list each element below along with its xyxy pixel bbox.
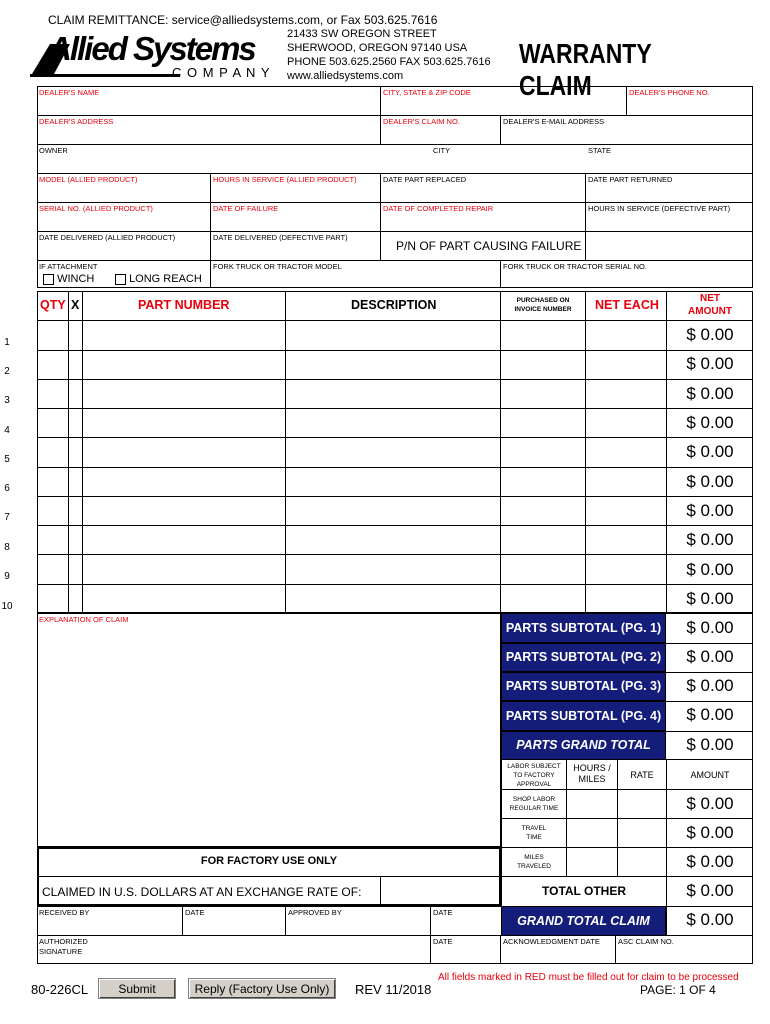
- remittance-text: CLAIM REMITTANCE: service@alliedsystems.com, or Fax 503.625.7616: [48, 13, 438, 27]
- date-part-replaced-field[interactable]: DATE PART REPLACED: [383, 175, 467, 184]
- exchange-rate-field[interactable]: CLAIMED IN U.S. DOLLARS AT AN EXCHANGE RATE OF:: [42, 885, 362, 899]
- part-number-header: PART NUMBER: [138, 298, 230, 312]
- shop-labor-label: [502, 795, 566, 813]
- authorized-signature-field[interactable]: [39, 937, 88, 957]
- net-amount-header: [667, 292, 753, 318]
- parts-subtotal-pg1-amount[interactable]: $ 0.00: [686, 618, 734, 637]
- miles-traveled-label: [502, 853, 566, 871]
- fork-truck-model-field[interactable]: FORK TRUCK OR TRACTOR MODEL: [213, 262, 342, 271]
- row-net-amount[interactable]: $ 0.00: [686, 354, 734, 373]
- purchased-header-line1: PURCHASED ON: [516, 297, 570, 304]
- row-number: 10: [1, 601, 13, 612]
- x-header: X: [71, 298, 80, 312]
- revision-label: REV 11/2018: [355, 982, 432, 997]
- received-by-field[interactable]: RECEIVED BY: [39, 908, 90, 917]
- row-net-amount[interactable]: $ 0.00: [686, 325, 734, 344]
- model-field[interactable]: MODEL (ALLIED PRODUCT): [39, 175, 138, 184]
- dealers-name-field[interactable]: DEALER'S NAME: [39, 88, 100, 97]
- row-net-amount[interactable]: $ 0.00: [686, 472, 734, 491]
- row-net-amount[interactable]: $ 0.00: [686, 384, 734, 403]
- labor-subject-line3: APPROVAL: [516, 781, 552, 788]
- miles-traveled-line1: MILES: [524, 854, 544, 861]
- street-address: 21433 SW OREGON STREET: [287, 28, 437, 40]
- received-date-field[interactable]: DATE: [185, 908, 205, 917]
- city-state-zip-field[interactable]: CITY, STATE & ZIP CODE: [383, 88, 471, 97]
- row-number: 7: [4, 512, 10, 523]
- miles-traveled-line2: TRAVELED: [517, 863, 551, 870]
- hours-defective-field[interactable]: HOURS IN SERVICE (DEFECTIVE PART): [588, 204, 731, 213]
- authorized-line2: SIGNATURE: [39, 947, 83, 956]
- explanation-label: EXPLANATION OF CLAIM: [39, 615, 129, 624]
- row-net-amount[interactable]: $ 0.00: [686, 442, 734, 461]
- shop-labor-line1: SHOP LABOR: [512, 796, 556, 803]
- miles-traveled-amount[interactable]: $ 0.00: [686, 852, 734, 871]
- row-net-amount[interactable]: $ 0.00: [686, 413, 734, 432]
- rate-header: RATE: [630, 770, 654, 780]
- shop-labor-amount[interactable]: $ 0.00: [686, 794, 734, 813]
- winch-option[interactable]: [43, 273, 94, 285]
- row-number: 4: [4, 425, 10, 436]
- company-logo: [30, 30, 280, 82]
- if-attachment-label: IF ATTACHMENT: [39, 262, 98, 271]
- serial-no-field[interactable]: SERIAL NO. (ALLIED PRODUCT): [39, 204, 153, 213]
- parts-subtotal-pg1-label: PARTS SUBTOTAL (PG. 1): [501, 613, 666, 643]
- dealers-claim-no-field[interactable]: DEALER'S CLAIM NO.: [383, 117, 460, 126]
- parts-grand-total-label: PARTS GRAND TOTAL: [501, 731, 666, 760]
- date-delivered-defective-field[interactable]: DATE DELIVERED (DEFECTIVE PART): [213, 233, 348, 242]
- submit-button[interactable]: Submit: [98, 978, 176, 999]
- total-other-label: TOTAL OTHER: [542, 884, 626, 898]
- amount-header: AMOUNT: [690, 770, 730, 780]
- page-indicator: PAGE: 1 OF 4: [640, 983, 716, 997]
- approved-by-field[interactable]: APPROVED BY: [288, 908, 342, 917]
- explanation-box[interactable]: [37, 613, 501, 847]
- travel-time-line2: TIME: [526, 834, 542, 841]
- parts-grand-total-amount[interactable]: $ 0.00: [686, 735, 734, 754]
- pn-causing-failure-field[interactable]: P/N OF PART CAUSING FAILURE: [396, 239, 582, 253]
- long-reach-label: LONG REACH: [129, 273, 202, 285]
- long-reach-checkbox[interactable]: [115, 274, 126, 285]
- phone-fax: PHONE 503.625.2560 FAX 503.625.7616: [287, 56, 491, 68]
- approved-date-field[interactable]: DATE: [433, 908, 453, 917]
- row-net-amount[interactable]: $ 0.00: [686, 589, 734, 608]
- parts-subtotal-pg2-label: PARTS SUBTOTAL (PG. 2): [501, 643, 666, 672]
- dealers-email-field[interactable]: DEALER'S E-MAIL ADDRESS: [503, 117, 605, 126]
- row-net-amount[interactable]: $ 0.00: [686, 501, 734, 520]
- parts-subtotal-pg2-amount[interactable]: $ 0.00: [686, 647, 734, 666]
- row-number: 3: [4, 395, 10, 406]
- logo-company: C O M P A N Y: [172, 65, 271, 80]
- winch-label: WINCH: [57, 273, 95, 285]
- row-net-amount[interactable]: $ 0.00: [686, 530, 734, 549]
- owner-field[interactable]: OWNER: [39, 146, 68, 155]
- form-number: 80-226CL: [31, 982, 89, 997]
- asc-claim-no-field[interactable]: ASC CLAIM NO.: [618, 937, 674, 946]
- labor-subject-line2: TO FACTORY: [513, 772, 555, 779]
- date-completed-repair-field[interactable]: DATE OF COMPLETED REPAIR: [383, 204, 494, 213]
- state-field[interactable]: STATE: [588, 146, 612, 155]
- logo-wordmark: Allied Systems: [48, 30, 255, 67]
- form-title: WARRANTY CLAIM: [519, 38, 652, 101]
- parts-subtotal-pg3-label: PARTS SUBTOTAL (PG. 3): [501, 672, 666, 701]
- hours-miles-header: [567, 763, 617, 785]
- website-link[interactable]: www.alliedsystems.com: [287, 70, 404, 82]
- date-part-returned-field[interactable]: DATE PART RETURNED: [588, 175, 673, 184]
- labor-subject-header: [502, 762, 566, 789]
- acknowledgment-date-field[interactable]: ACKNOWLEDGMENT DATE: [503, 937, 600, 946]
- required-fields-note: All fields marked in RED must be filled out for claim to be processed: [438, 972, 739, 983]
- row-net-amount[interactable]: $ 0.00: [686, 560, 734, 579]
- net-each-header: NET EACH: [595, 298, 659, 312]
- hours-in-service-field[interactable]: HOURS IN SERVICE (ALLIED PRODUCT): [213, 175, 357, 184]
- reply-button[interactable]: Reply (Factory Use Only): [188, 978, 336, 999]
- dealers-address-field[interactable]: DEALER'S ADDRESS: [39, 117, 114, 126]
- winch-checkbox[interactable]: [43, 274, 54, 285]
- date-delivered-allied-field[interactable]: DATE DELIVERED (ALLIED PRODUCT): [39, 233, 176, 242]
- factory-use-title: FOR FACTORY USE ONLY: [200, 855, 338, 867]
- long-reach-option[interactable]: [115, 273, 202, 285]
- row-number: 6: [4, 483, 10, 494]
- dealers-phone-field[interactable]: DEALER'S PHONE NO.: [629, 88, 710, 97]
- net-amount-header-line1: NET: [700, 293, 720, 304]
- row-number: 5: [4, 454, 10, 465]
- parts-subtotal-pg4-amount[interactable]: $ 0.00: [686, 705, 734, 724]
- purchased-header: [502, 296, 584, 314]
- grand-total-claim-amount[interactable]: $ 0.00: [686, 910, 734, 929]
- row-number: 1: [4, 337, 10, 348]
- shop-labor-line2: REGULAR TIME: [509, 805, 559, 812]
- description-header: DESCRIPTION: [351, 298, 437, 312]
- travel-time-label: [502, 824, 566, 842]
- parts-subtotal-pg4-label: PARTS SUBTOTAL (PG. 4): [501, 701, 666, 731]
- city-field[interactable]: CITY: [433, 146, 451, 155]
- total-other-amount[interactable]: $ 0.00: [686, 881, 734, 900]
- travel-time-amount[interactable]: $ 0.00: [686, 823, 734, 842]
- date-of-failure-field[interactable]: DATE OF FAILURE: [213, 204, 279, 213]
- purchased-header-line2: INVOICE NUMBER: [514, 306, 572, 313]
- city-address: SHERWOOD, OREGON 97140 USA: [287, 42, 468, 54]
- net-amount-header-line2: AMOUNT: [688, 306, 732, 317]
- travel-time-line1: TRAVEL: [521, 825, 547, 832]
- hours-miles-line1: HOURS /: [573, 763, 611, 773]
- hours-miles-line2: MILES: [578, 774, 606, 784]
- row-number: 8: [4, 542, 10, 553]
- authorized-date-field[interactable]: DATE: [433, 937, 453, 946]
- fork-truck-serial-field[interactable]: FORK TRUCK OR TRACTOR SERIAL NO.: [503, 262, 647, 271]
- grand-total-claim-label: GRAND TOTAL CLAIM: [501, 906, 666, 936]
- labor-subject-line1: LABOR SUBJECT: [507, 763, 561, 770]
- row-number: 2: [4, 366, 10, 377]
- parts-subtotal-pg3-amount[interactable]: $ 0.00: [686, 676, 734, 695]
- qty-header: QTY: [40, 298, 66, 312]
- row-number: 9: [4, 571, 10, 582]
- authorized-line1: AUTHORIZED: [39, 937, 88, 946]
